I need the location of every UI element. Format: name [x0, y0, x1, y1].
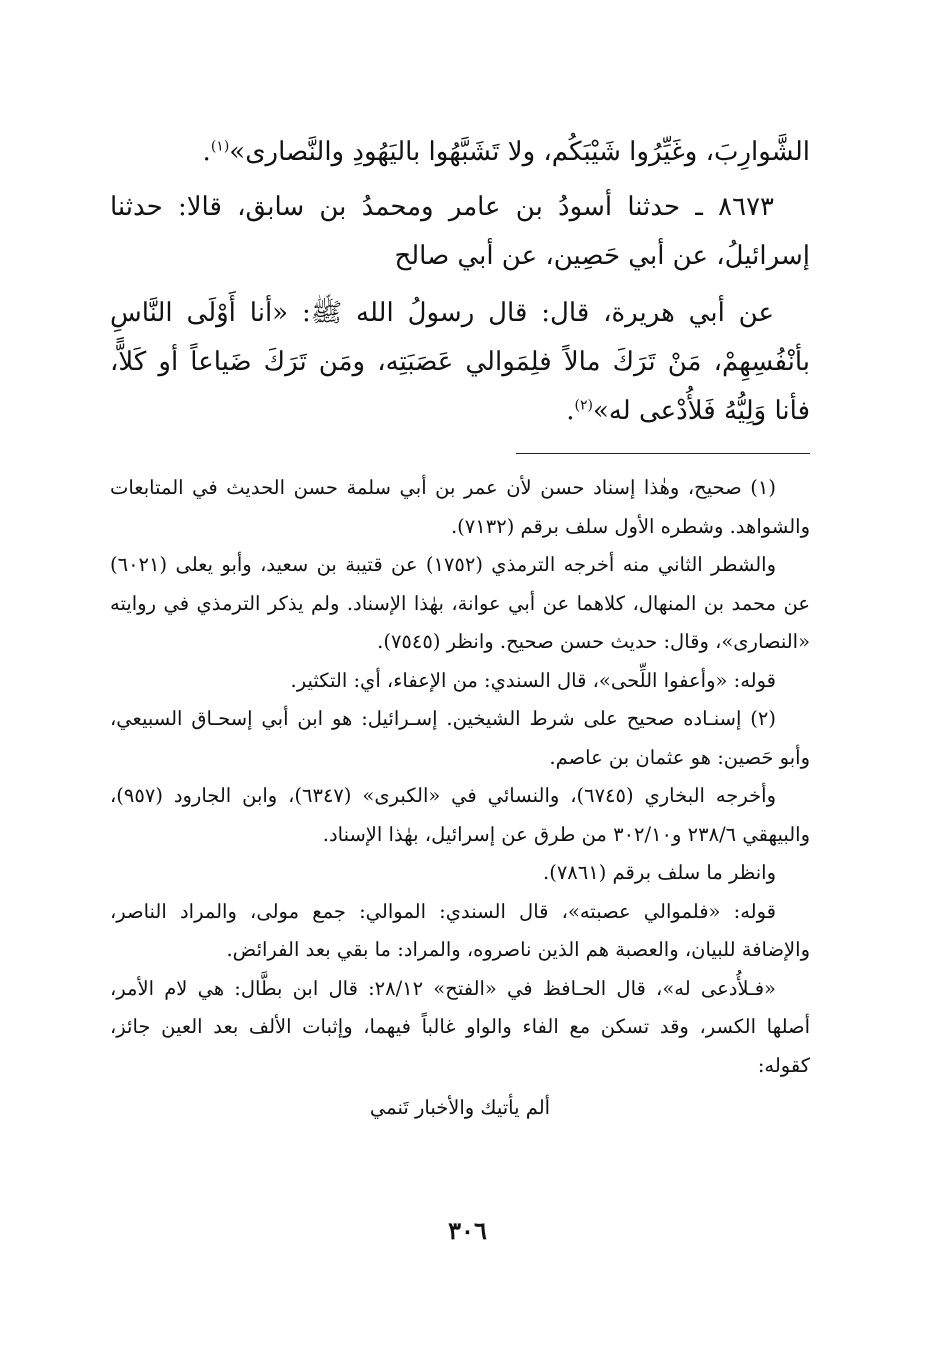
footnote-ref-1: (١) — [210, 138, 230, 155]
footnote-2-para-5: «فـلأُدعى له»، قال الحـافظ في «الفتح» ٢٨/١٢: قال ابن بطَّال: هي لام الأمر، أصلها الكسر، وقد تسكن مع الفاء والواو غالباً فيهما، وإثبات الألف بعد العين جائز، كقوله: — [110, 976, 810, 1077]
footnote-1-para-2: والشطر الثاني منه أخرجه الترمذي (١٧٥٢) عن قتيبة بن سعيد، وأبو يعلى (٦٠٢١) عن محمد بن المنهال، كلاهما عن أبي عوانة، بهٰذا الإسناد. ولم يذكر الترمذي في روايته «النصارى»، وقال: حديث حسن صحيح. وانظر (٧٥٤٥). — [110, 553, 810, 653]
footnote-2-para-1: (٢) إسنـاده صحيح على شرط الشيخين. إسـرائيل: هو ابن أبي إسحـاق السبيعي، وأبو حَصين: هو عثمان بن عاصم. — [110, 707, 810, 769]
footnote-2-para-4: قوله: «فلموالي عصبته»، قال السندي: الموالي: جمع مولى، والمراد الناصر، والإضافة للبيان، والعصبة هم الذين ناصروه، والمراد: ما بقي بعد الفرائض. — [110, 899, 810, 961]
footnote-2-para-2: وأخرجه البخاري (٦٧٤٥)، والنسائي في «الكبرى» (٦٣٤٧)، وابن الجارود (٩٥٧)، والبيهقي ٢٣٨/٦ و٣٠٢/١٠ من طرق عن إسرائيل، بهٰذا الإسناد. — [110, 784, 810, 846]
footnote-separator — [516, 453, 810, 454]
footnotes — [110, 469, 810, 1128]
book-page — [110, 128, 810, 1258]
footnote-1-para-1: (١) صحيح، وهٰذا إسناد حسن لأن عمر بن أبي سلمة حسن الحديث في المتابعات والشواهد. وشطره الأول سلف برقم (٧١٣٢). — [110, 476, 810, 538]
hadith-8673-matn: عن أبي هريرة، قال: قال رسولُ الله ﷺ: «أنا أَوْلَى النَّاسِ بأنْفُسِهِمْ، مَنْ تَرَكَ مالاً فلِمَوالي عَصَبَتِه، ومَن تَرَكَ ضَياعاً أو كَلاًّ، فأنا وَلِيُّهُ فَلأُدْعى له»$^{(٢)}$. — [110, 298, 810, 426]
footnote-ref-2: (٢) — [574, 397, 593, 414]
hadith-ending-line: الشَّوارِبَ، وغَيِّرُوا شَيْبَكُم، ولا تَشَبَّهُوا باليَهُودِ والنَّصارى»$^{(١)}$. — [202, 137, 810, 167]
main-text — [110, 128, 810, 436]
poetry-verse: ألم يأتيك والأخبار تَنمي — [369, 1096, 551, 1119]
footnote-2-para-3: وانظر ما سلف برقم (٧٨٦١). — [543, 861, 776, 884]
footnote-1-para-3: قوله: «وأعفوا اللِّحى»، قال السندي: من الإعفاء، أي: التكثير. — [290, 668, 776, 692]
page-number: ٣٠٦ — [448, 1216, 487, 1245]
hadith-8673-isnad: ٨٦٧٣ ـ حدثنا أسودُ بن عامر ومحمدُ بن سابق، قالا: حدثنا إسرائيلُ، عن أبي حَصِين، عن أبي صالح — [110, 192, 810, 271]
